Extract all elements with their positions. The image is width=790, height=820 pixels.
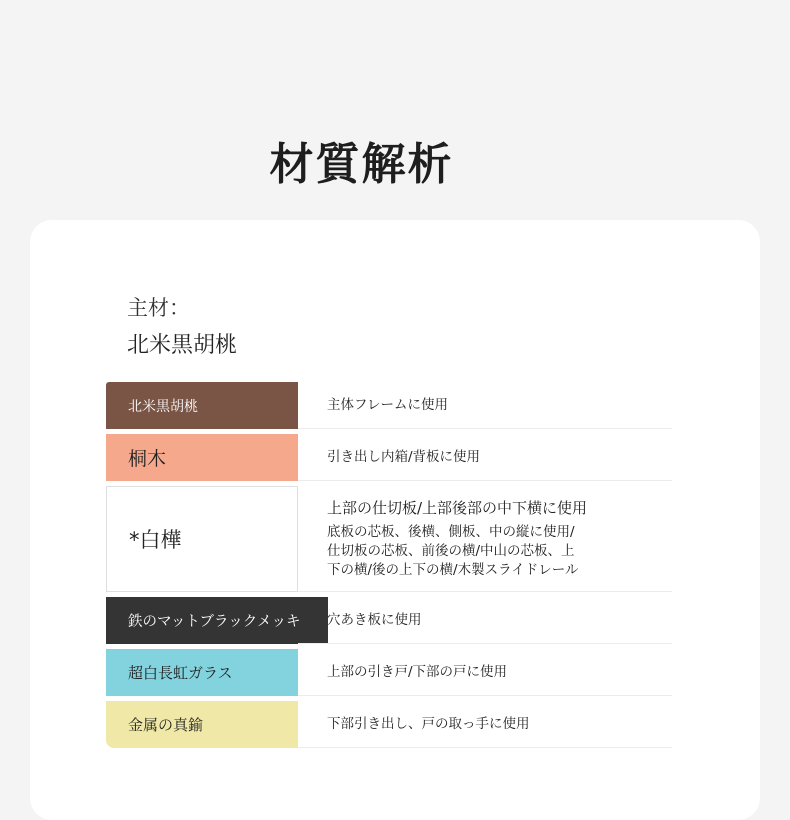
table-row xyxy=(106,434,672,481)
row-divider xyxy=(298,747,672,748)
table-row xyxy=(106,486,672,592)
row-divider xyxy=(298,695,672,696)
material-swatch: 北米黒胡桃 xyxy=(106,382,298,429)
material-usage xyxy=(327,434,672,481)
table-row xyxy=(106,597,672,644)
material-usage xyxy=(327,649,672,696)
row-divider xyxy=(298,591,672,592)
table-row xyxy=(106,649,672,696)
usage-line: 底板の芯板、後横、側板、中の縦に使用/ xyxy=(327,523,575,540)
table-row xyxy=(106,701,672,748)
row-divider xyxy=(298,643,672,644)
main-material-label: 主材： xyxy=(127,296,190,320)
usage-line: 穴あき板に使用 xyxy=(327,612,422,628)
main-material-value: 北米黒胡桃 xyxy=(127,333,238,358)
material-swatch: 桐木 xyxy=(106,434,298,481)
usage-line: 下部引き出し、戸の取っ手に使用 xyxy=(327,716,530,732)
usage-line: 下の横/後の上下の横/木製スライドレール xyxy=(327,561,579,578)
material-usage xyxy=(327,701,672,748)
usage-line: 上部の引き戸/下部の戸に使用 xyxy=(327,664,508,680)
material-usage xyxy=(327,486,672,592)
usage-line: 主体フレームに使用 xyxy=(327,397,448,413)
material-usage xyxy=(327,382,672,429)
material-swatch: 超白長虹ガラス xyxy=(106,649,298,696)
usage-line: 引き出し内箱/背板に使用 xyxy=(327,449,481,465)
page-title: 材質解析 xyxy=(269,139,454,190)
material-swatch: 金属の真鍮 xyxy=(106,701,298,748)
material-swatch: *白樺 xyxy=(106,486,298,592)
row-divider xyxy=(298,480,672,481)
material-swatch: 鉄のマットブラックメッキ xyxy=(106,597,328,644)
material-usage xyxy=(327,597,672,644)
usage-line: 仕切板の芯板、前後の横/中山の芯板、上 xyxy=(327,542,575,559)
table-row xyxy=(106,382,672,429)
row-divider xyxy=(298,428,672,429)
usage-line: 上部の仕切板/上部後部の中下横に使用 xyxy=(327,498,588,517)
